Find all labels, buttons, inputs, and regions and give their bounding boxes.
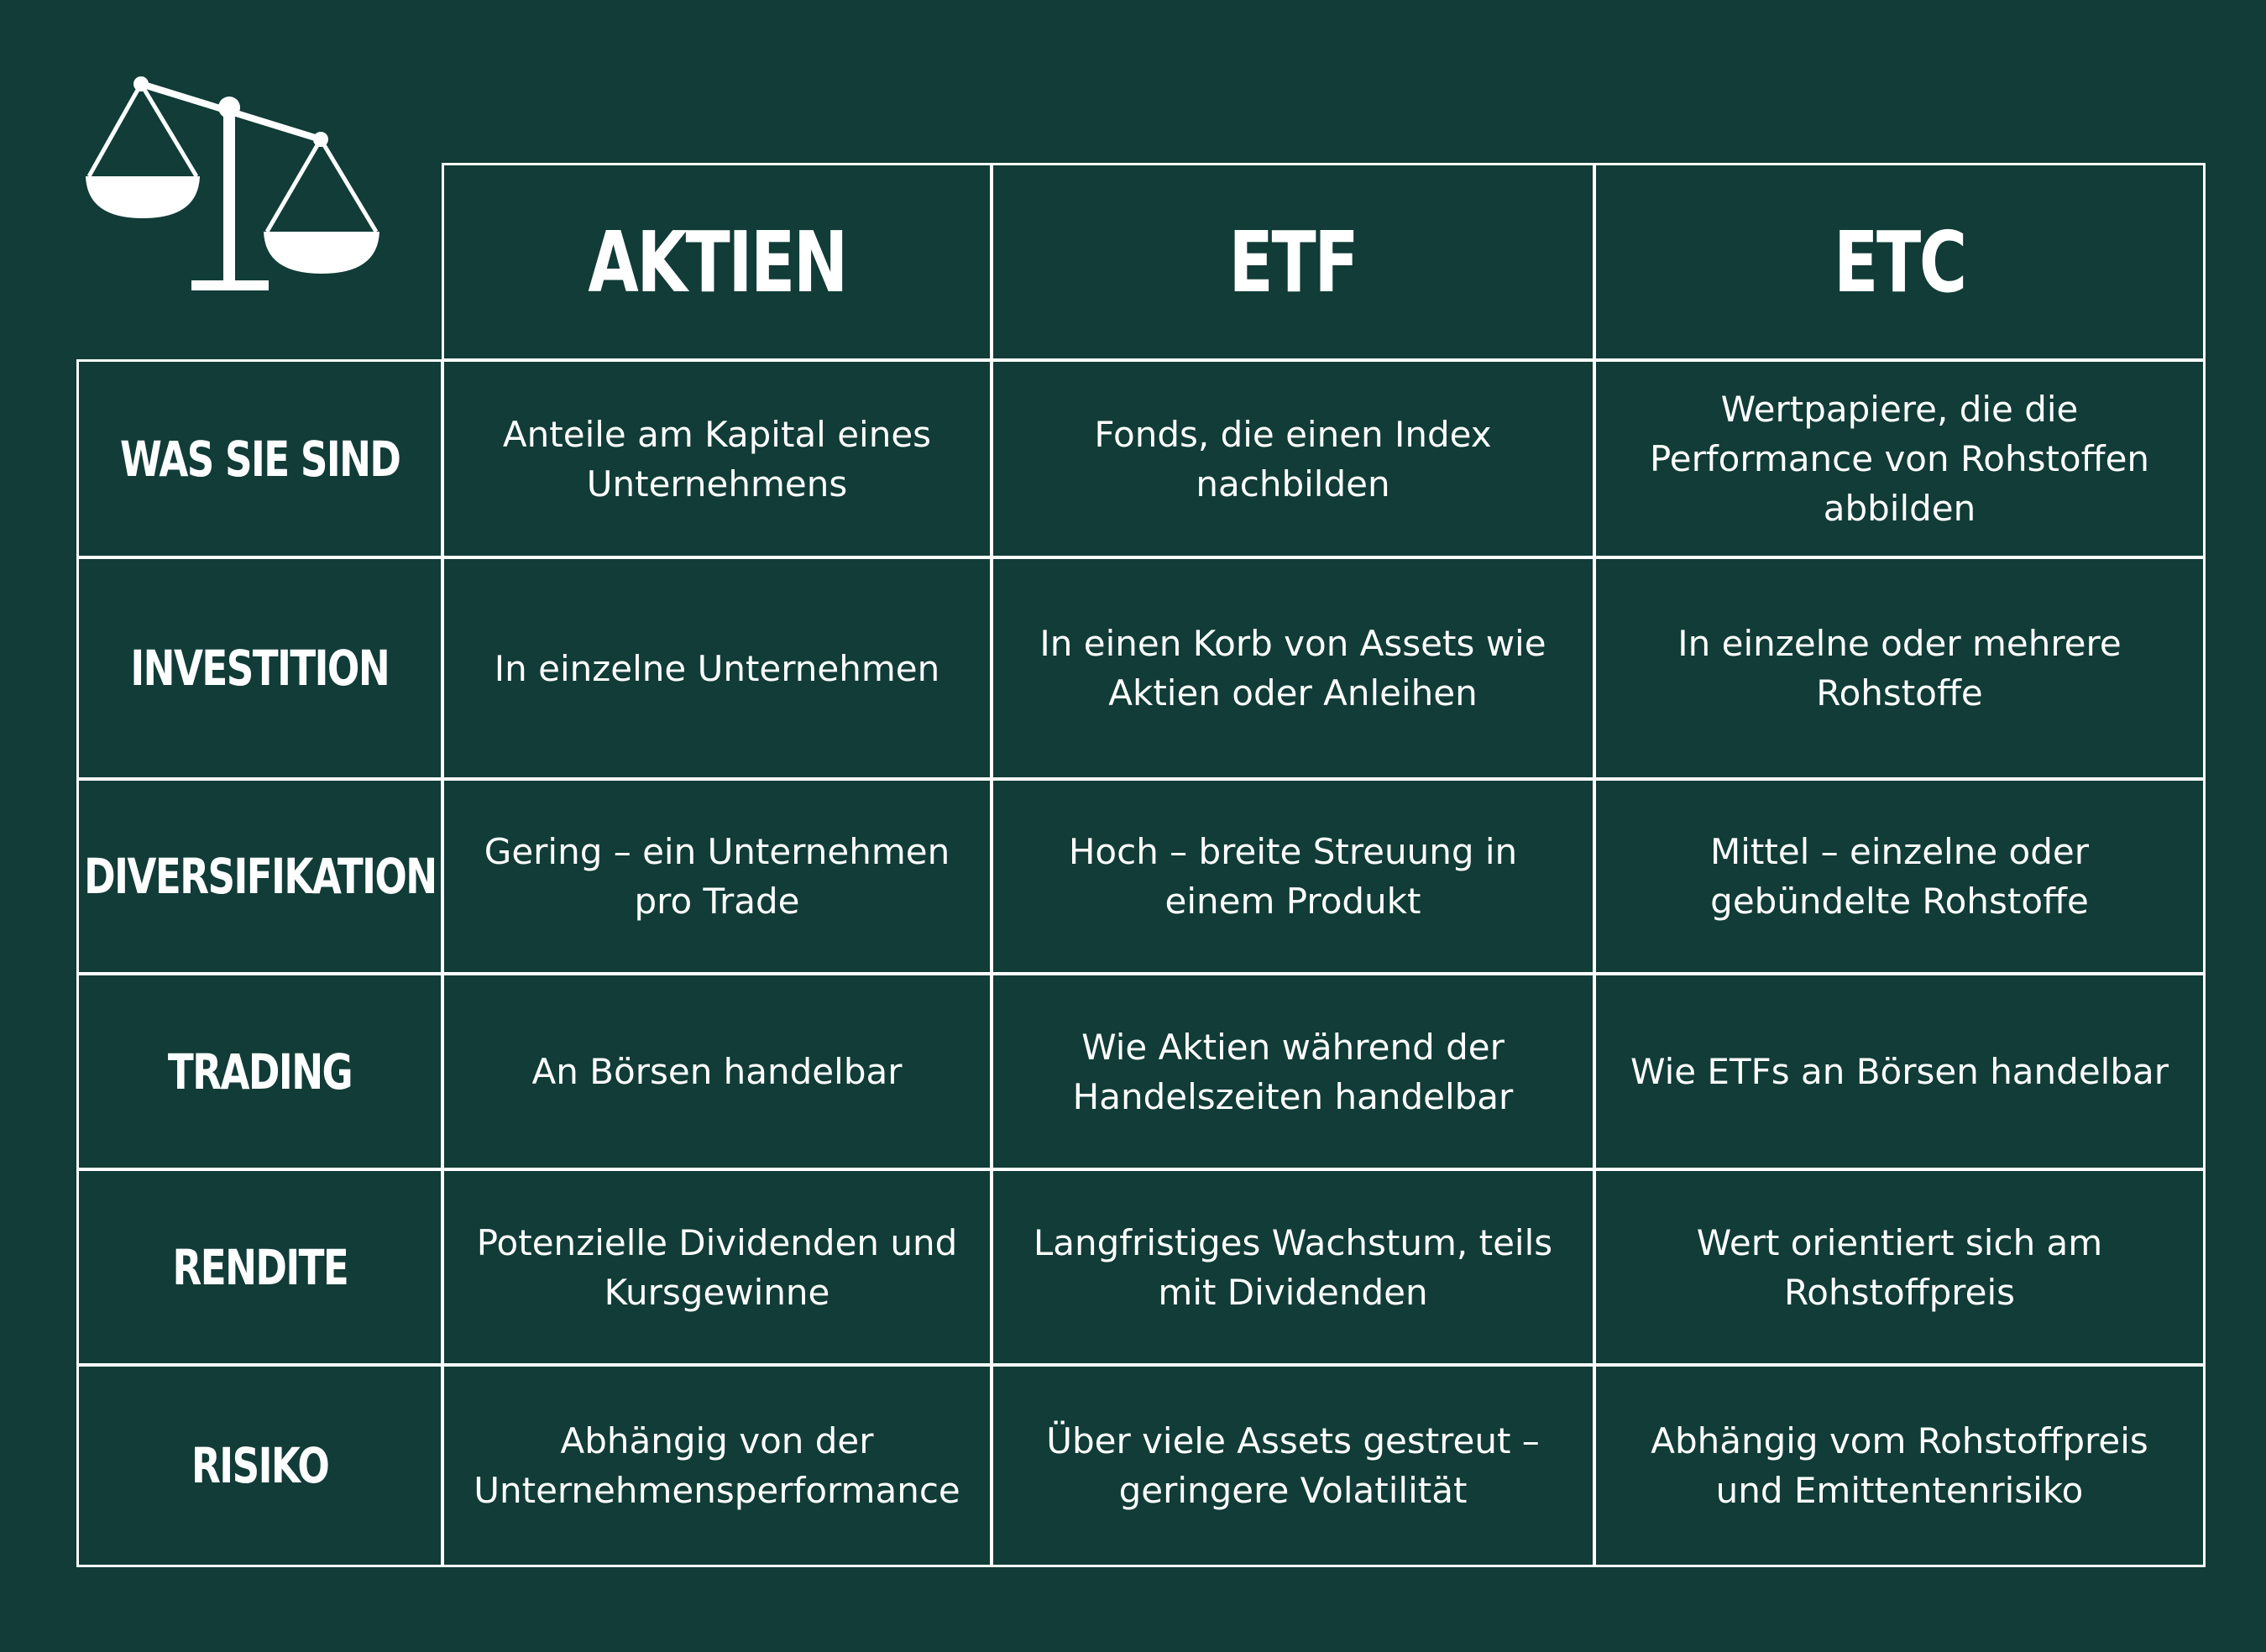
cell-text: Langfristiges Wachstum, teils mit Dividenden [1033, 1221, 1553, 1313]
column-header-label: ETF [1228, 212, 1358, 311]
row-header-trading [76, 973, 443, 1170]
cell-text: Anteile am Kapital eines Unternehmens [502, 413, 932, 504]
table-cell [1594, 778, 2206, 975]
table-cell [1594, 557, 2206, 780]
cell-text: Mittel – einzelne oder gebündelte Rohstoffe [1709, 831, 2089, 922]
table-cell [442, 359, 992, 558]
cell-text: In einzelne oder mehrere Rohstoffe [1677, 623, 2122, 714]
row-header-label: RISIKO [191, 1437, 329, 1494]
column-header-label: ETC [1834, 212, 1965, 311]
comparison-table [78, 165, 2206, 1567]
column-header-etc [1594, 163, 2206, 361]
table-cell [442, 557, 992, 780]
row-header-investition [76, 557, 443, 780]
table-cell [442, 1168, 992, 1366]
cell-text: Gering – ein Unternehmen pro Trade [484, 831, 950, 922]
cell-text: Wert orientiert sich am Rohstoffpreis [1696, 1221, 2103, 1313]
cell-text: Abhängig vom Rohstoffpreis und Emittentenrisiko [1651, 1420, 2148, 1511]
table-cell [1594, 1168, 2206, 1366]
column-header-aktien [442, 163, 992, 361]
table-cell [442, 778, 992, 975]
cell-text: In einen Korb von Assets wie Aktien oder Anleihen [1039, 623, 1546, 714]
table-cell [991, 557, 1595, 780]
cell-text: In einzelne Unternehmen [494, 647, 940, 689]
table-cell [991, 973, 1595, 1170]
cell-text: Abhängig von der Unternehmensperformance [474, 1420, 960, 1511]
table-cell [991, 778, 1595, 975]
row-header-label: TRADING [167, 1043, 353, 1100]
cell-text: Über viele Assets gestreut – geringere Volatilität [1046, 1420, 1540, 1511]
cell-text: Wertpapiere, die die Performance von Rohstoffen abbilden [1649, 389, 2150, 529]
row-header-risiko [76, 1364, 443, 1567]
cell-text: Potenzielle Dividenden und Kursgewinne [476, 1221, 958, 1313]
table-corner [78, 165, 443, 361]
row-header-label: INVESTITION [130, 640, 390, 697]
table-cell [1594, 359, 2206, 558]
row-header-was-sie-sind [76, 359, 443, 558]
column-header-label: AKTIEN [588, 212, 846, 311]
column-header-etf [991, 163, 1595, 361]
cell-text: Hoch – breite Streuung in einem Produkt [1068, 831, 1518, 922]
table-cell [991, 1168, 1595, 1366]
row-header-rendite [76, 1168, 443, 1366]
row-header-diversifikation [76, 778, 443, 975]
table-cell [442, 973, 992, 1170]
row-header-label: DIVERSIFIKATION [83, 848, 437, 905]
table-cell [1594, 973, 2206, 1170]
row-header-label: RENDITE [172, 1238, 348, 1296]
table-cell [442, 1364, 992, 1567]
cell-text: Fonds, die einen Index nachbilden [1094, 413, 1492, 504]
cell-text: Wie Aktien während der Handelszeiten handelbar [1072, 1026, 1514, 1117]
row-header-label: WAS SIE SIND [119, 430, 400, 488]
cell-text: An Börsen handelbar [531, 1051, 903, 1092]
table-cell [991, 1364, 1595, 1567]
table-cell [1594, 1364, 2206, 1567]
table-cell [991, 359, 1595, 558]
cell-text: Wie ETFs an Börsen handelbar [1630, 1051, 2169, 1092]
